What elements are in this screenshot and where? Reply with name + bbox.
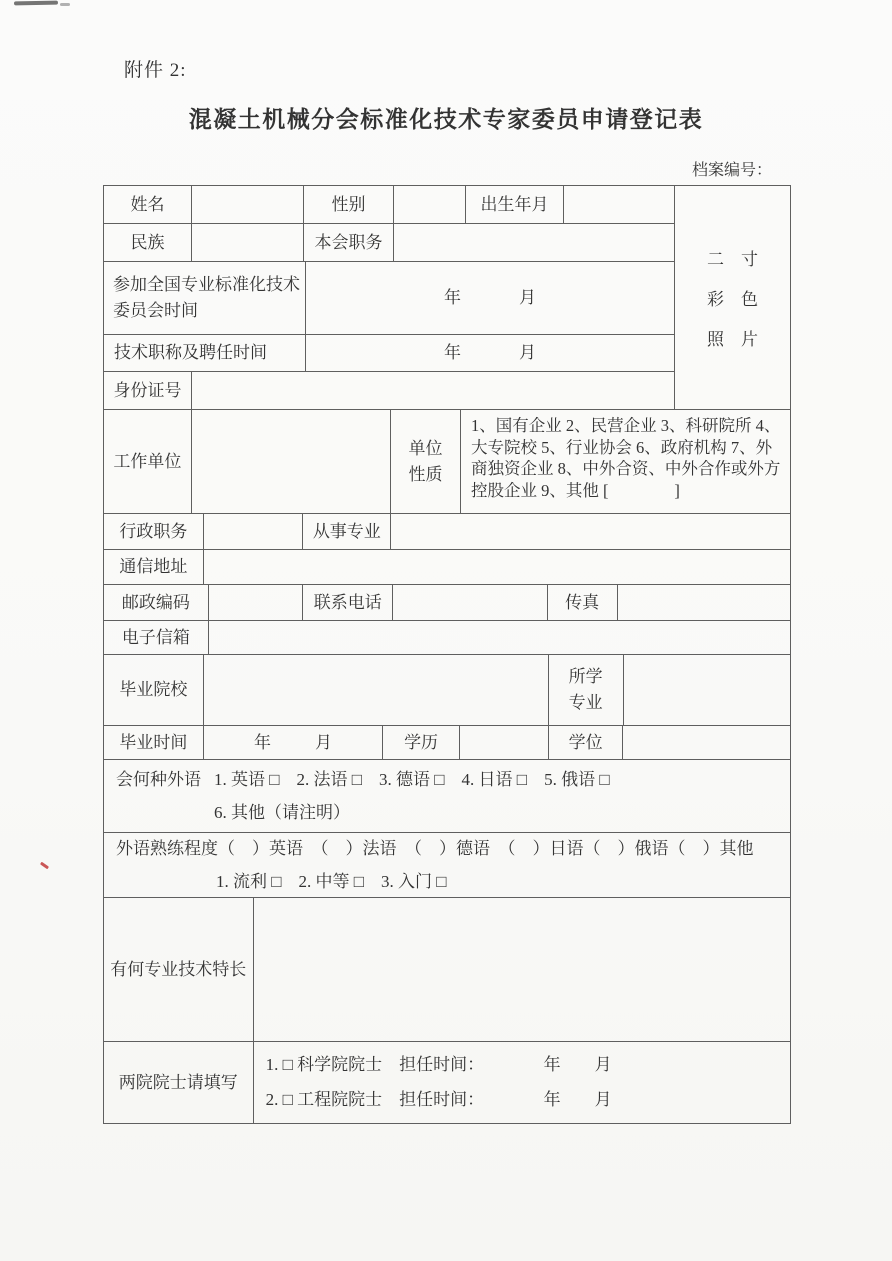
language-other-option: 6. 其他（请注明） [214, 802, 350, 822]
education-level-value [460, 726, 549, 759]
id-number-label: 身份证号 [104, 372, 192, 409]
fax-label: 传真 [548, 585, 618, 620]
row-academician [104, 1042, 790, 1123]
month-label: 月 [314, 732, 332, 752]
academician-option-science: 1. □ 科学院院士 担任时间： 年 月 [265, 1055, 612, 1074]
photo-box-line1: 二 寸 [707, 250, 758, 269]
specialty-label: 有何专业技术特长 [104, 898, 254, 1041]
row-school-major [104, 655, 790, 726]
row-email [104, 621, 790, 655]
year-label: 年 [444, 343, 461, 362]
page-title: 混凝土机械分会标准化技术专家委员申请登记表 [188, 107, 704, 132]
row-graduation [104, 726, 790, 760]
unit-nature-label [391, 410, 461, 513]
unit-nature-options: 1、国有企业 2、民营企业 3、科研院所 4、大专院校 5、行业协会 6、政府机构 7、外商独资企业 8、中外合资、中外合作或外方控股企业 9、其他 [ ] [470, 416, 781, 500]
school-label: 毕业院校 [104, 655, 204, 725]
gender-label: 性别 [304, 186, 394, 223]
foreign-languages-label: 会何种外语 [116, 769, 201, 789]
academician-options [254, 1042, 790, 1123]
row-specialty [104, 898, 790, 1042]
std-committee-time-label-line2: 委员会时间 [113, 301, 198, 320]
std-committee-time-label [104, 262, 306, 334]
year-month-blank [444, 287, 536, 309]
top-left-block [104, 186, 674, 409]
profession-value [391, 514, 790, 549]
language-checkbox-options: 1. 英语 □ 2. 法语 □ 3. 德语 □ 4. 日语 □ 5. 俄语 □ [214, 769, 610, 789]
row-tech-title [104, 335, 674, 372]
admin-post-value [204, 514, 304, 549]
address-label: 通信地址 [104, 550, 204, 584]
major-label-line1: 所学 [568, 667, 603, 686]
email-value [209, 621, 790, 654]
education-level-label: 学历 [383, 726, 460, 759]
work-unit-value [192, 410, 391, 513]
row-committee-time [104, 262, 674, 335]
tech-title-label: 技术职称及聘任时间 [104, 335, 306, 371]
row-ethnicity-post [104, 224, 674, 262]
ethnicity-label: 民族 [104, 224, 192, 261]
year-label: 年 [444, 288, 461, 307]
foreign-languages-line1 [116, 769, 790, 791]
id-number-value [192, 372, 674, 409]
row-language-proficiency [104, 833, 790, 898]
scan-artifact-speck [60, 3, 70, 6]
year-month-blank [254, 732, 332, 754]
graduation-time-label: 毕业时间 [104, 726, 204, 759]
photo-box-line3: 照 片 [707, 330, 758, 349]
name-value [192, 186, 304, 223]
fax-value [618, 585, 791, 620]
top-section [104, 186, 790, 410]
association-post-label: 本会职务 [304, 224, 394, 261]
email-label: 电子信箱 [104, 621, 209, 654]
degree-value [623, 726, 790, 759]
scan-artifact-red-mark [40, 862, 49, 870]
admin-post-label: 行政职务 [104, 514, 204, 549]
work-unit-label: 工作单位 [104, 410, 192, 513]
degree-label: 学位 [549, 726, 624, 759]
row-admin-post [104, 514, 790, 550]
scan-artifact-top-left [14, 1, 58, 6]
postcode-value [209, 585, 304, 620]
photo-box [674, 186, 790, 409]
postcode-label: 邮政编码 [104, 585, 209, 620]
tech-title-value [306, 335, 674, 371]
academician-option-engineering: 2. □ 工程院院士 担任时间： 年 月 [265, 1090, 612, 1109]
row-foreign-languages [104, 760, 790, 833]
photo-box-line2: 彩 色 [707, 290, 758, 309]
address-value [204, 550, 790, 584]
academician-label: 两院院士请填写 [104, 1042, 254, 1123]
major-label-line2: 专业 [568, 693, 603, 712]
row-id-number [104, 372, 674, 409]
month-label: 月 [519, 343, 536, 362]
month-label: 月 [519, 288, 536, 307]
specialty-value [254, 898, 790, 1041]
name-label: 姓名 [104, 186, 192, 223]
std-committee-time-label-line1: 参加全国专业标准化技术 [113, 275, 300, 294]
profession-label: 从事专业 [303, 514, 391, 549]
major-value [624, 655, 791, 725]
major-label [549, 655, 624, 725]
school-value [204, 655, 549, 725]
row-postcode-phone-fax [104, 585, 790, 621]
gender-value [394, 186, 466, 223]
ethnicity-value [192, 224, 304, 261]
association-post-value [394, 224, 674, 261]
birth-date-value [564, 186, 674, 223]
foreign-languages-cell [104, 760, 790, 832]
row-name-gender-birth [104, 186, 674, 224]
proficiency-languages-line: 外语熟练程度（ ）英语 （ ）法语 （ ）德语 （ ）日语（ ）俄语（ ）其他 [116, 838, 754, 858]
birth-date-label: 出生年月 [466, 186, 564, 223]
unit-nature-label-line1: 单位 [408, 438, 443, 458]
phone-value [393, 585, 548, 620]
graduation-time-value [204, 726, 383, 759]
unit-nature-label-line2: 性质 [408, 464, 443, 484]
year-label: 年 [253, 732, 271, 752]
year-month-blank [444, 342, 536, 364]
language-proficiency-cell [104, 833, 790, 897]
row-work-unit [104, 410, 790, 514]
attachment-label: 附件 2: [124, 60, 187, 81]
row-address [104, 550, 790, 585]
phone-label: 联系电话 [303, 585, 393, 620]
application-form-table [103, 185, 791, 1124]
std-committee-time-value [306, 262, 674, 334]
proficiency-level-options: 1. 流利 □ 2. 中等 □ 3. 入门 □ [216, 871, 447, 891]
archive-number-label: 档案编号： [691, 162, 772, 179]
